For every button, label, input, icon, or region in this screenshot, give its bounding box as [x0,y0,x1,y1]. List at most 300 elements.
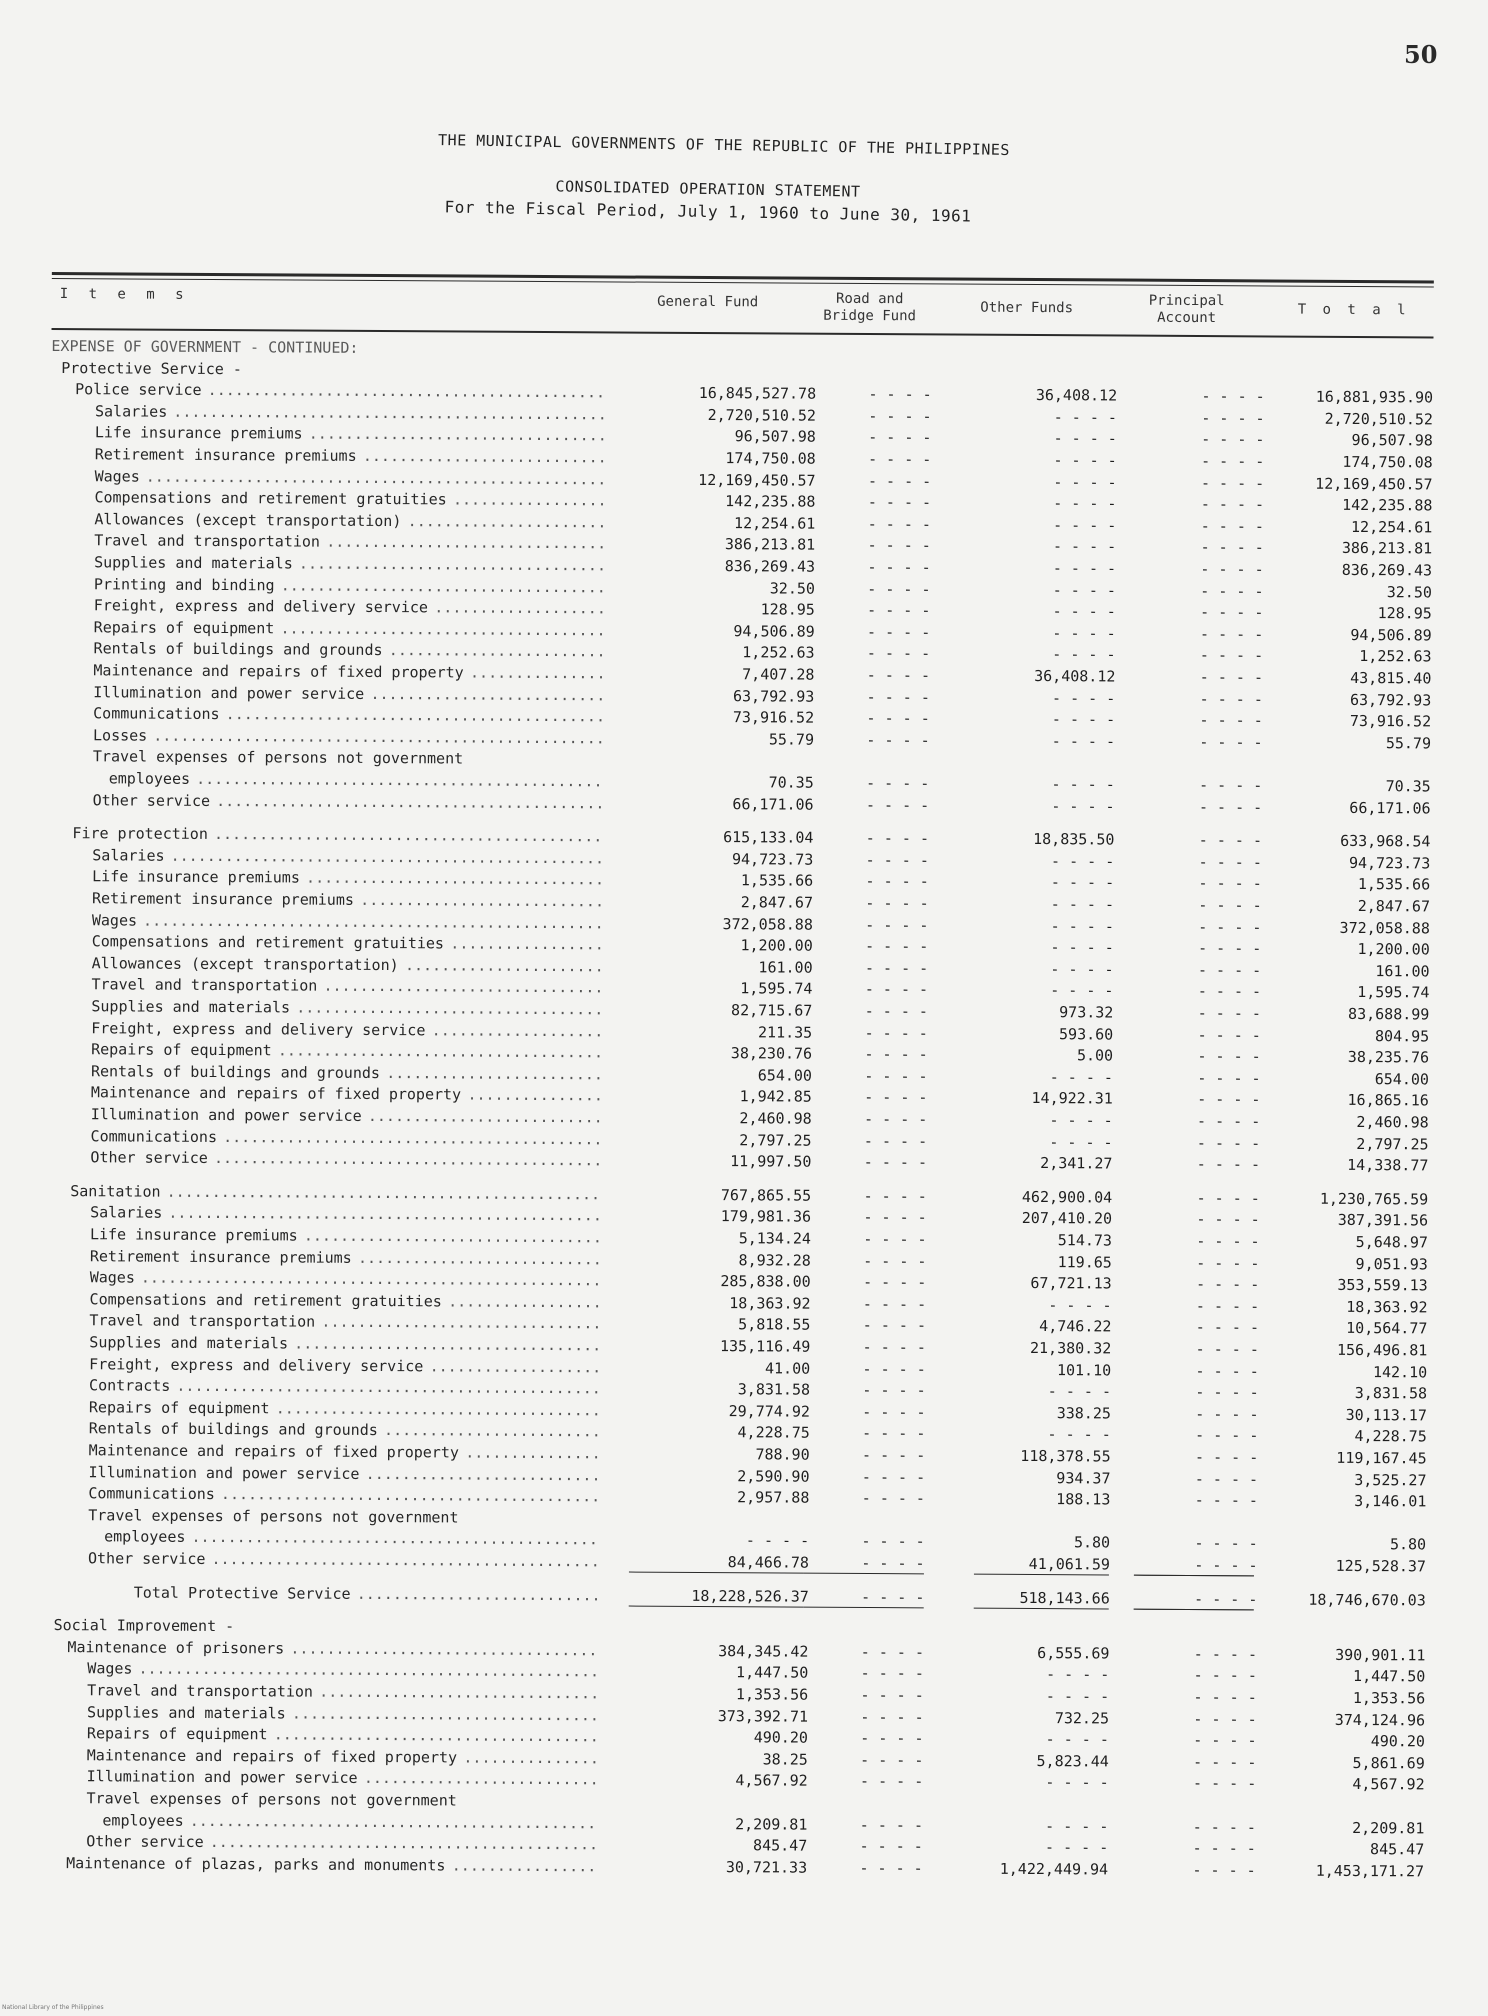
general-fund-cell: 373,392.71 [717,1706,809,1726]
row-label: Travel expenses of persons not government [92,747,464,768]
report-subtitle: CONSOLIDATED OPERATION STATEMENT [555,177,861,201]
library-footer: National Library of the Philippines [2,2004,104,2011]
road-bridge-cell: - - - - [859,1858,923,1878]
row-label: Rentals of buildings and grounds [90,1062,381,1082]
general-fund-cell: 386,213.81 [724,535,816,555]
general-fund-cell: 16,845,527.78 [698,384,817,403]
other-funds-cell [977,342,1117,343]
other-funds-cell: 934.37 [1056,1468,1111,1488]
row-label: Supplies and materials [87,1702,286,1723]
row-label: Communications [93,704,220,724]
general-fund-cell: 1,252.63 [742,643,815,663]
principal-account-cell: - - - - [1197,1047,1261,1066]
principal-account-cell: - - - - [1195,1383,1259,1402]
general-fund-cell: 2,209.81 [735,1814,808,1834]
leader-dots: ............................... [323,977,604,997]
row-label: employees [102,1810,184,1830]
leader-dots: ........................... [360,890,605,911]
other-funds-cell: 338.25 [1056,1403,1111,1423]
general-fund-cell: 82,715.67 [731,1001,813,1020]
road-bridge-cell: - - - - [864,1088,928,1107]
other-funds-cell [969,1794,1109,1795]
column-header-items: I t e m s [59,286,190,303]
total-cell: 3,146.01 [1354,1492,1427,1511]
total-cell: 2,847.67 [1357,896,1431,916]
total-cell: 1,252.63 [1359,647,1432,666]
total-cell: 73,916.52 [1349,712,1432,731]
road-bridge-cell: - - - - [863,1186,927,1206]
road-bridge-cell: - - - - [864,980,929,999]
row-label: Maintenance and repairs of fixed property [90,1083,462,1104]
other-funds-cell: - - - - [1053,451,1117,470]
principal-account-cell: - - - - [1192,1817,1257,1836]
row-label: Maintenance of plazas, parks and monuments [66,1853,446,1875]
principal-account-cell: - - - - [1197,1090,1261,1109]
leader-dots: ................................. [308,424,607,445]
other-funds-cell: - - - - [1051,710,1116,729]
leader-dots: .......................... [367,1106,603,1127]
general-fund-cell: 384,345.42 [718,1641,809,1661]
road-bridge-cell: - - - - [866,730,930,750]
column-header-general-fund: General Fund [657,293,759,311]
road-bridge-cell [837,1793,947,1794]
row-label: Wages [94,466,140,486]
total-cell: 836,269.43 [1341,560,1433,580]
principal-account-cell: - - - - [1198,852,1262,872]
general-fund-cell: - - - - [745,1531,810,1551]
general-fund-cell: 2,797.25 [739,1130,812,1150]
row-label: Maintenance and repairs of fixed property [86,1746,458,1767]
general-fund-cell [634,750,814,751]
total-cell: 18,363.92 [1346,1297,1428,1317]
row-label: Illumination and power service [93,682,365,703]
general-fund-cell: 94,506.89 [733,621,815,641]
road-bridge-cell: - - - - [863,1208,927,1227]
leader-dots: .................................... [280,619,606,640]
total-cell [1265,1795,1425,1796]
row-label: Allowances (except transportation) [91,954,399,974]
principal-account-cell: - - - - [1193,1644,1258,1664]
total-cell: 174,750.08 [1342,452,1433,472]
row-label: Communications [90,1126,218,1146]
principal-account-cell: - - - - [1201,387,1265,406]
row-label: Compensations and retirement gratuities [91,932,445,953]
other-funds-cell: 188.13 [1056,1490,1111,1509]
row-label: Life insurance premiums [89,1225,298,1245]
other-funds-cell: 462,900.04 [1021,1187,1113,1207]
principal-account-cell: - - - - [1194,1589,1258,1608]
principal-account-cell: - - - - [1200,473,1265,493]
other-funds-cell: 593.60 [1058,1024,1114,1044]
general-fund-cell: 788.90 [755,1445,810,1464]
leader-dots: ................ [451,1856,597,1876]
total-cell: 845.47 [1370,1840,1425,1859]
row-label: Other service [86,1832,204,1852]
total-cell: 804.95 [1374,1026,1430,1046]
total-cell: 490.20 [1370,1732,1425,1751]
general-fund-cell: 845.47 [753,1836,808,1855]
other-funds-cell: - - - - [1045,1816,1109,1836]
table-row [44,1582,1426,1610]
leader-dots: ................... [434,598,606,618]
principal-account-cell: - - - - [1195,1296,1260,1316]
principal-account-cell [1171,753,1291,754]
row-label: Travel expenses of persons not government [88,1506,459,1527]
total-cell: 3,831.58 [1354,1384,1428,1403]
total-cell: 38,235.76 [1347,1048,1430,1067]
other-funds-cell: - - - - [1051,775,1115,794]
column-header-total: T o t a l [1297,301,1410,319]
principal-account-cell: - - - - [1196,1253,1260,1272]
total-cell: 94,723.73 [1348,853,1431,873]
total-cell: 2,460.98 [1356,1112,1429,1132]
row-label: Maintenance and repairs of fixed property [88,1441,459,1462]
other-funds-cell: 732.25 [1054,1708,1110,1728]
principal-account-cell: - - - - [1194,1556,1258,1575]
row-label: Salaries [92,846,165,865]
total-cell: 2,209.81 [1352,1818,1425,1838]
total-cell: 125,528.37 [1335,1556,1427,1576]
other-funds-cell: - - - - [1052,559,1117,578]
row-label: Maintenance and repairs of fixed property [93,661,464,682]
leader-dots: .......................................... [220,1485,601,1506]
row-label: Printing and binding [93,574,275,594]
road-bridge-cell: - - - - [866,665,931,685]
other-funds-cell: 14,922.31 [1031,1089,1113,1108]
other-funds-cell: - - - - [1052,602,1116,621]
road-bridge-cell: - - - - [860,1707,924,1726]
principal-account-cell: - - - - [1192,1839,1256,1858]
road-bridge-cell: - - - - [865,850,929,870]
row-label: Travel and transportation [89,1311,316,1332]
row-label: Salaries [90,1203,163,1223]
road-bridge-cell: - - - - [860,1642,925,1662]
principal-account-cell: - - - - [1200,538,1264,557]
total-cell: 30,113.17 [1345,1405,1427,1425]
general-fund-cell: 211.35 [757,1022,813,1042]
leader-dots: ........................................... [211,1549,600,1571]
total-cell: 1,353.56 [1352,1688,1426,1708]
leader-dots: .................................. [294,1334,602,1355]
row-label: Travel and transportation [94,531,321,552]
general-fund-cell: 30,721.33 [725,1857,808,1877]
total-underline [1134,1608,1254,1610]
general-fund-cell: 18,228,526.37 [691,1586,809,1606]
principal-account-cell: - - - - [1197,1068,1261,1088]
row-label: EXPENSE OF GOVERNMENT - CONTINUED: [51,336,359,357]
total-cell: 16,881,935.90 [1315,387,1434,407]
leader-dots: ........................ [384,1421,601,1441]
general-fund-cell: 32.50 [769,578,816,598]
other-funds-cell: 5,823.44 [1036,1751,1109,1771]
general-fund-cell: 2,720,510.52 [707,405,817,425]
leader-dots: ................................................ [170,846,605,868]
road-bridge-cell [838,1620,948,1621]
leader-dots: ........................................... [213,825,603,846]
principal-account-cell: - - - - [1197,960,1262,980]
leader-dots: ........................................... [209,1833,599,1854]
leader-dots: ........................ [386,1063,604,1084]
total-cell: 14,338.77 [1347,1156,1429,1175]
other-funds-cell: 21,380.32 [1029,1338,1112,1358]
principal-account-cell: - - - - [1195,1426,1259,1445]
report-title: THE MUNICIPAL GOVERNMENTS OF THE REPUBLIC OF THE PHILIPPINES [437,131,1011,159]
other-funds-cell: - - - - [1052,645,1116,664]
total-cell: 1,200.00 [1357,940,1430,959]
row-label: Other service [92,790,211,810]
leader-dots: ........................... [362,446,607,467]
principal-account-cell [1173,364,1293,365]
road-bridge-cell [845,362,955,363]
other-funds-cell: - - - - [1050,981,1114,1000]
total-cell: 156,496.81 [1336,1340,1428,1360]
total-underline [629,1605,804,1607]
leader-dots: .................................... [273,1725,599,1746]
leader-dots: ............................... [319,1682,600,1703]
total-cell: 96,507.98 [1351,431,1433,450]
road-bridge-cell: - - - - [865,915,929,934]
row-label: employees [108,769,191,788]
leader-dots: ............... [467,1085,603,1105]
general-fund-cell: 5,818.55 [738,1315,811,1335]
road-bridge-cell: - - - - [863,1229,927,1249]
total-cell: 66,171.06 [1349,798,1431,818]
total-cell: 654.00 [1374,1069,1430,1089]
road-bridge-cell: - - - - [864,1045,928,1064]
other-funds-cell: - - - - [1049,1132,1113,1152]
general-fund-cell: 38.25 [762,1750,808,1769]
principal-account-cell [1165,1795,1285,1796]
total-cell: 3,525.27 [1354,1470,1427,1490]
leader-dots: ............... [469,663,606,683]
total-underline [629,1572,804,1574]
total-underline [804,1573,924,1575]
principal-account-cell: - - - - [1198,917,1262,936]
principal-account-cell: - - - - [1195,1318,1260,1337]
principal-account-cell: - - - - [1200,603,1264,622]
road-bridge-cell: - - - - [859,1837,923,1856]
principal-account-cell: - - - - [1196,1155,1261,1174]
total-cell [1273,365,1433,366]
total-cell: 2,720,510.52 [1324,409,1434,429]
other-funds-cell: - - - - [1046,1665,1110,1684]
other-funds-cell: 119.65 [1057,1252,1112,1272]
row-label: Travel and transportation [87,1681,314,1701]
principal-account-cell: - - - - [1200,560,1264,579]
principal-account-cell: - - - - [1192,1860,1256,1880]
other-funds-cell: - - - - [1053,429,1117,448]
total-cell [1273,343,1433,344]
total-cell: 2,797.25 [1356,1134,1429,1154]
total-cell: 18,746,670.03 [1308,1590,1426,1610]
other-funds-cell: - - - - [1047,1425,1111,1444]
road-bridge-cell: - - - - [863,1131,928,1150]
principal-account-cell: - - - - [1200,581,1264,601]
principal-account-cell: - - - - [1192,1774,1257,1793]
general-fund-cell: 128.95 [760,600,815,619]
road-bridge-cell: - - - - [864,1066,928,1086]
total-cell: 372,058.88 [1339,918,1430,938]
general-fund-cell: 654.00 [757,1066,813,1085]
total-underline [974,1574,1109,1576]
total-cell: 12,254.61 [1350,517,1433,537]
principal-account-cell: - - - - [1200,495,1265,514]
principal-account-cell: - - - - [1200,624,1264,644]
leader-dots: .................................... [280,575,606,596]
row-label: Retirement insurance premiums [94,445,357,465]
total-cell: 353,559.13 [1337,1276,1428,1295]
row-label: Communications [88,1484,215,1504]
road-bridge-cell: - - - - [863,1153,928,1172]
leader-dots: ........................................... [213,1149,603,1170]
principal-account-cell: - - - - [1194,1491,1259,1510]
principal-account-cell: - - - - [1193,1731,1257,1750]
principal-account-cell: - - - - [1196,1232,1260,1251]
principal-account-cell [1173,343,1293,344]
row-label: Supplies and materials [94,553,293,573]
leader-dots: .......................... [363,1769,599,1789]
row-label: Retirement insurance premiums [91,889,354,909]
row-label: Rentals of buildings and grounds [88,1419,378,1440]
total-cell: 390,901.11 [1335,1645,1426,1665]
total-cell: 5,648.97 [1355,1232,1429,1252]
road-bridge-cell: - - - - [866,644,931,663]
leader-dots: ................................................ [173,402,607,424]
principal-account-cell: - - - - [1194,1469,1259,1488]
other-funds-cell: - - - - [1050,916,1114,936]
leader-dots: ............... [465,1443,601,1463]
total-cell: 63,792.93 [1349,690,1432,710]
road-bridge-cell: - - - - [861,1553,925,1573]
column-header-principal-line2: Account [1157,309,1217,327]
road-bridge-cell: - - - - [861,1467,926,1486]
total-underline [1134,1575,1254,1577]
road-bridge-cell: - - - - [864,1109,928,1129]
principal-account-cell: - - - - [1195,1340,1259,1359]
row-label: Illumination and power service [86,1767,358,1788]
road-bridge-cell [838,1510,948,1511]
principal-account-cell: - - - - [1199,668,1264,687]
principal-account-cell: - - - - [1200,516,1264,536]
road-bridge-cell: - - - - [860,1685,924,1705]
principal-account-cell: - - - - [1195,1404,1259,1424]
principal-account-cell: - - - - [1195,1361,1259,1380]
general-fund-cell: 55.79 [768,730,815,749]
row-label: Freight, express and delivery service [91,1018,426,1039]
road-bridge-cell: - - - - [867,514,932,534]
leader-dots: .................................................. [153,726,605,748]
road-bridge-cell: - - - - [866,709,930,728]
general-fund-cell: 96,507.98 [734,427,816,447]
general-fund-cell: 135,116.49 [719,1337,811,1356]
general-fund-cell: 73,916.52 [732,708,815,727]
general-fund-cell: 836,269.43 [724,557,816,576]
total-cell [1266,1623,1426,1624]
total-cell: 70.35 [1385,777,1431,796]
other-funds-cell: - - - - [1050,873,1115,892]
row-label: Repairs of equipment [88,1398,270,1418]
road-bridge-cell: - - - - [861,1445,926,1465]
row-label: Other service [87,1549,206,1568]
total-cell: 32.50 [1386,582,1432,602]
row-label: Illumination and power service [90,1105,362,1125]
other-funds-cell [970,1621,1110,1622]
leader-dots: .................................. [298,554,607,575]
row-label: Supplies and materials [89,1333,289,1353]
column-header-other-funds: Other Funds [980,299,1074,317]
other-funds-cell: 1,422,449.94 [999,1859,1109,1879]
road-bridge-cell: - - - - [867,471,932,490]
column-header-road-bridge-line2: Bridge Fund [823,307,917,325]
general-fund-cell: 41.00 [764,1358,811,1378]
general-fund-cell: 174,750.08 [725,449,816,468]
leader-dots: .......................... [365,1464,601,1484]
general-fund-cell: 1,942.85 [739,1087,812,1107]
other-funds-cell: - - - - [1050,895,1115,914]
general-fund-cell: 12,169,450.57 [698,470,816,490]
general-fund-cell: 615,133.04 [723,828,814,847]
principal-account-cell: - - - - [1193,1688,1257,1707]
other-funds-cell: - - - - [1051,731,1116,751]
row-label: Wages [89,1268,135,1287]
total-cell: 1,595.74 [1357,983,1430,1002]
row-label: Social Improvement - [53,1616,235,1636]
leader-dots: ................... [431,1020,604,1040]
other-funds-cell: - - - - [1053,472,1117,492]
other-funds-cell [970,1510,1110,1511]
general-fund-cell: 38,230.76 [730,1044,813,1063]
leader-dots: .................................. [291,1704,600,1724]
row-label: Freight, express and delivery service [89,1354,424,1375]
general-fund-cell: 142,235.88 [725,492,816,511]
road-bridge-cell: - - - - [865,893,929,913]
total-cell: 4,567.92 [1352,1775,1425,1794]
other-funds-cell: 101.10 [1056,1360,1112,1380]
leader-dots: ............................................... [176,1376,601,1398]
principal-account-cell: - - - - [1196,1210,1260,1229]
total-cell: 1,453,171.27 [1315,1861,1425,1881]
leader-dots: .................................. [290,1639,598,1660]
other-funds-cell: - - - - [1051,796,1115,816]
total-cell: 83,688.99 [1348,1004,1430,1024]
total-cell: 12,169,450.57 [1315,474,1433,494]
page-number: 50 [1404,40,1438,69]
road-bridge-cell: - - - - [866,687,930,706]
total-cell [1271,754,1431,755]
leader-dots: .......................... [370,684,606,704]
other-funds-cell: 5.00 [1076,1046,1114,1065]
row-label: Repairs of equipment [86,1724,268,1744]
road-bridge-cell: - - - - [865,795,930,814]
row-label: Repairs of equipment [91,1040,272,1060]
other-funds-cell: - - - - [1047,1382,1112,1401]
other-funds-cell: - - - - [1050,959,1114,979]
general-fund-cell: 4,228.75 [737,1423,810,1443]
principal-account-cell: - - - - [1198,831,1263,850]
leader-dots: ........................ [388,641,606,661]
general-fund-cell: 7,407.28 [742,665,815,684]
total-cell: 142.10 [1372,1362,1428,1382]
leader-dots: ................. [448,1292,602,1312]
principal-account-cell: - - - - [1193,1752,1257,1772]
road-bridge-cell: - - - - [861,1489,926,1508]
general-fund-cell: 8,932.28 [738,1250,811,1270]
row-label: Retirement insurance premiums [89,1246,352,1267]
total-cell: 374,124.96 [1334,1710,1426,1730]
row-label: Wages [87,1659,133,1678]
road-bridge-cell: - - - - [867,557,931,577]
road-bridge-cell: - - - - [861,1532,925,1551]
